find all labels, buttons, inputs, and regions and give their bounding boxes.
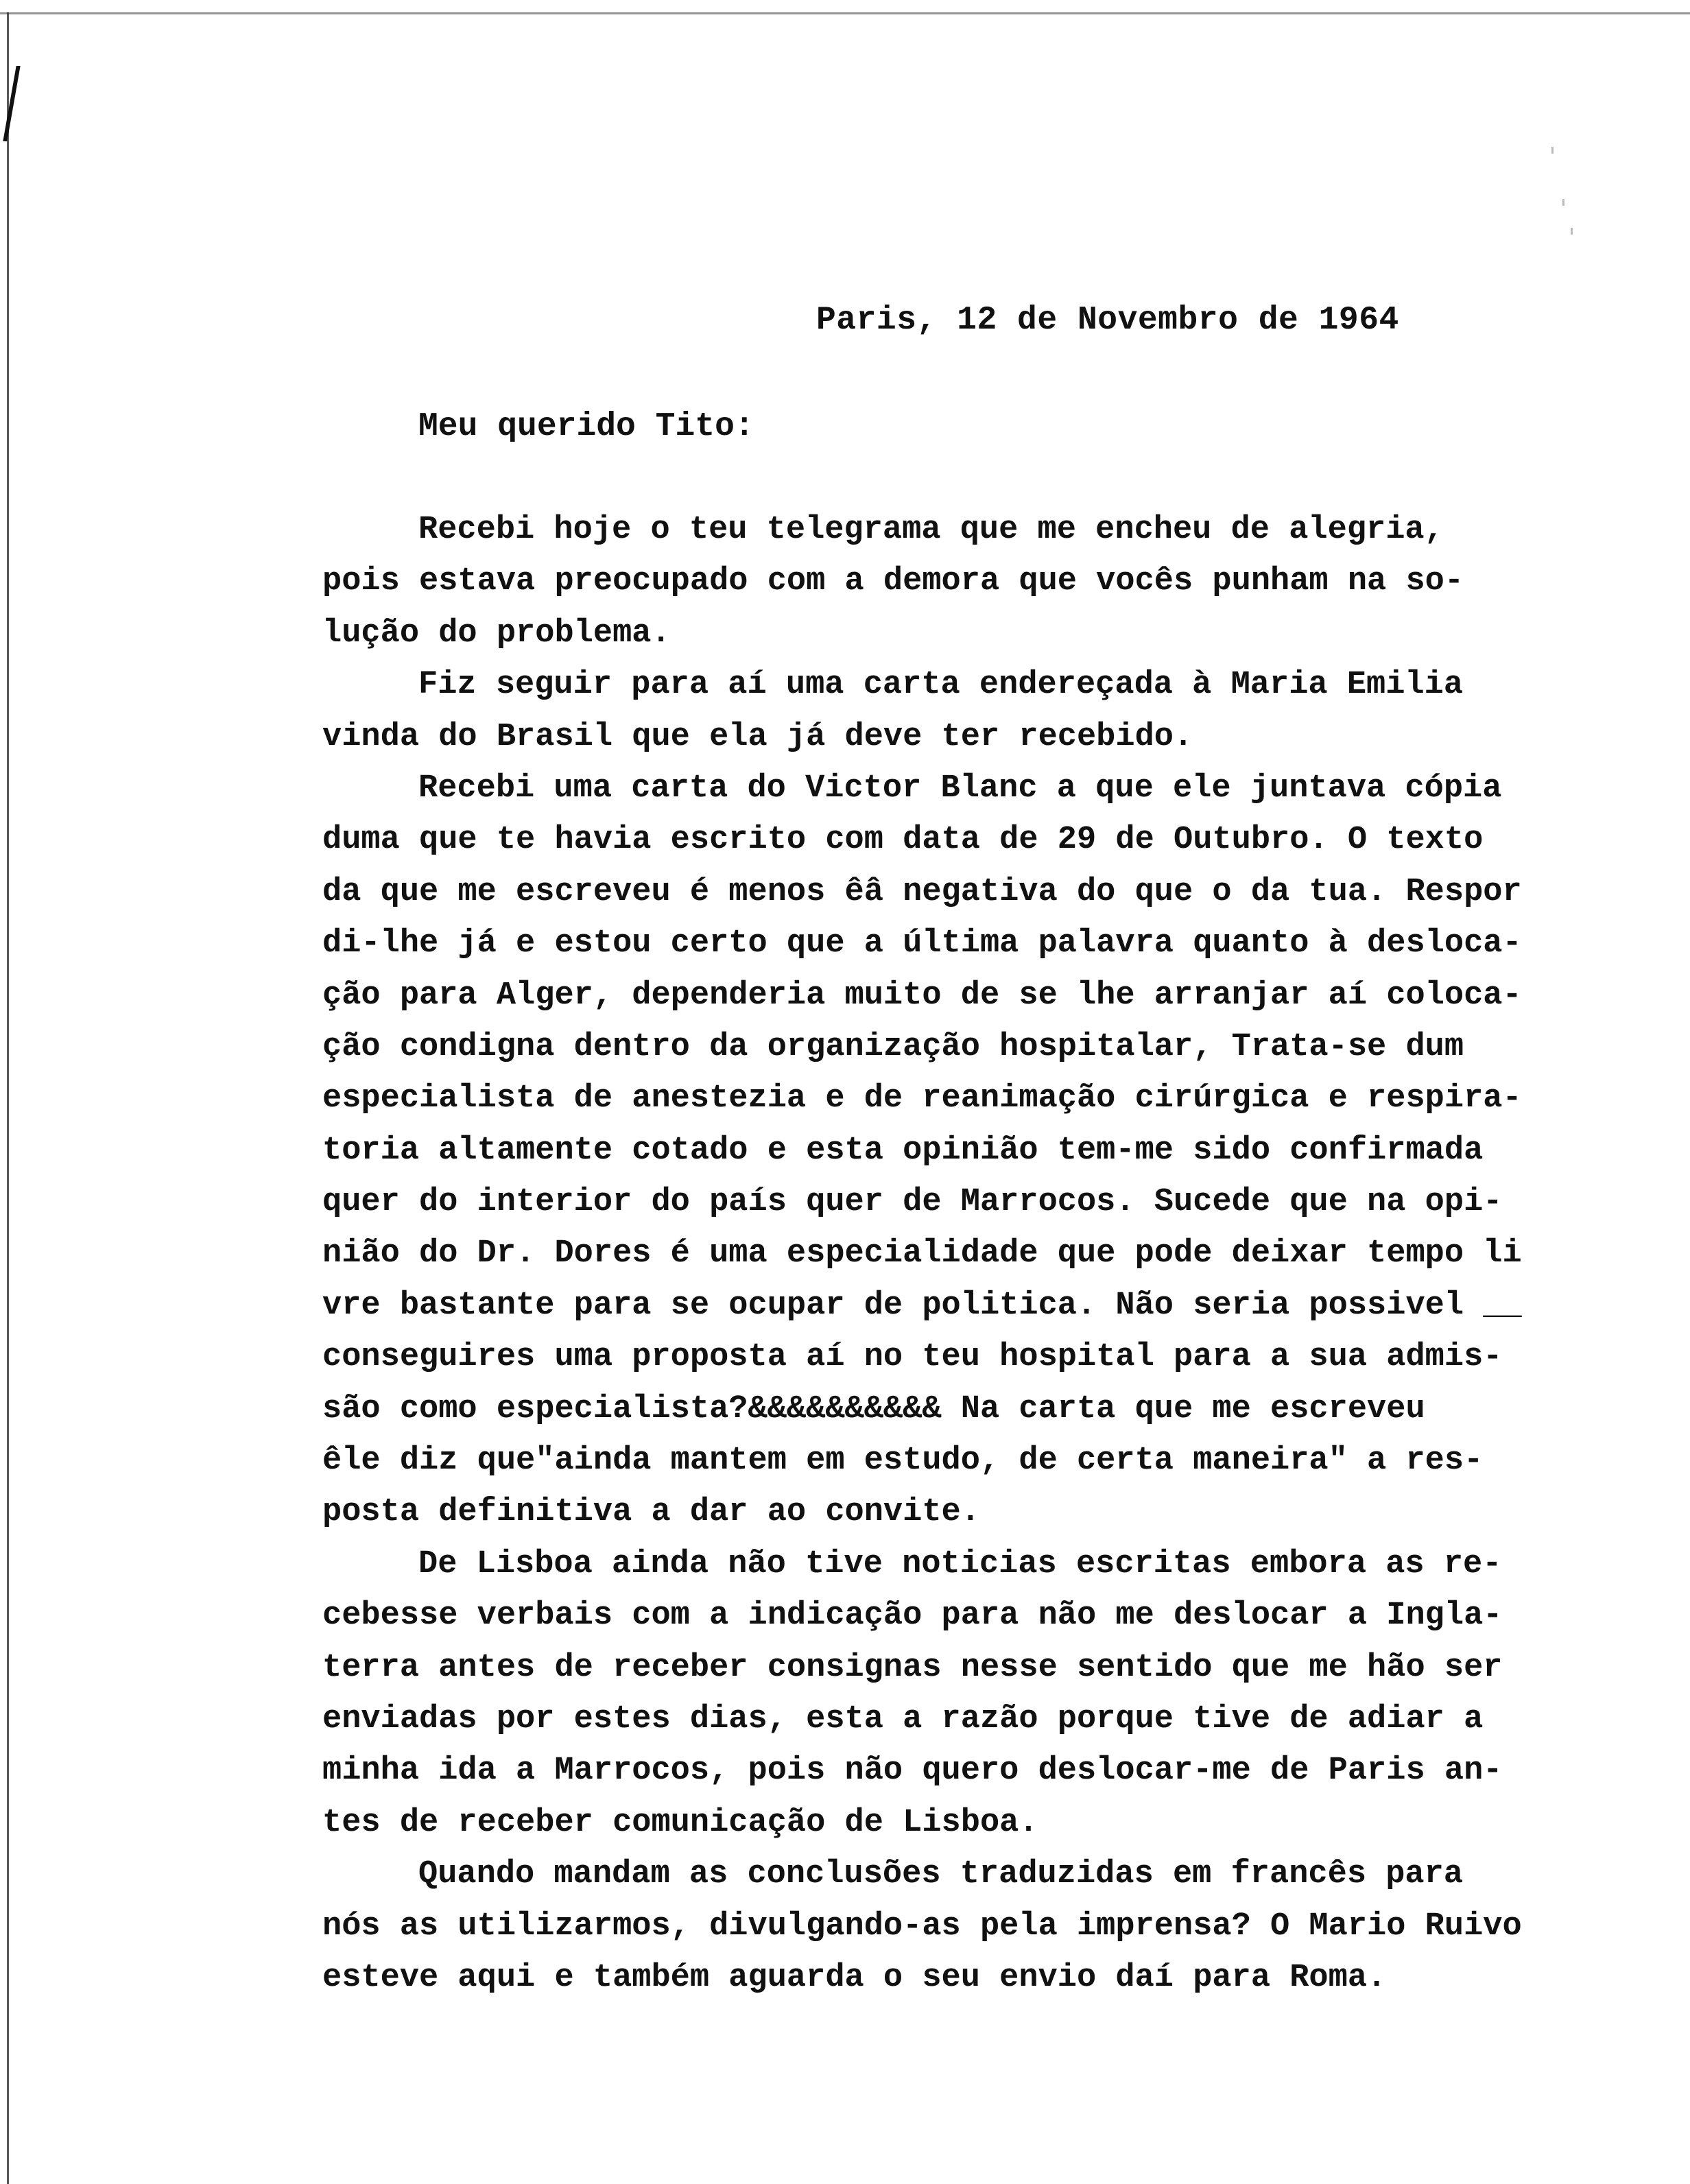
letter-line: di-lhe já e estou certo que a última palavra quanto à desloca- [322, 925, 1522, 962]
letter-line: ção para Alger, dependeria muito de se lhe arranjar aí coloca- [322, 977, 1522, 1014]
scan-edge-top [0, 12, 1690, 14]
letter-line: terra antes de receber consignas nesse sentido que me hão ser [322, 1649, 1503, 1686]
letter-line: Recebi uma carta do Victor Blanc a que ele juntava cópia [418, 770, 1502, 807]
scan-speck [1551, 147, 1554, 154]
letter-line: conseguires uma proposta aí no teu hospital para a sua admis- [322, 1339, 1503, 1376]
scan-edge-left [7, 12, 9, 2184]
letter-line: duma que te havia escrito com data de 29 de Outubro. O texto [322, 822, 1484, 859]
letter-line: tes de receber comunicação de Lisboa. [322, 1804, 1038, 1841]
letter-line: são como especialista?&&&&&&&&&& Na carta que me escreveu [322, 1390, 1425, 1427]
letter-line: pois estava preocupado com a demora que vocês punham na so- [322, 563, 1464, 600]
letter-line: especialista de anestezia e de reanimação cirúrgica e respira- [322, 1080, 1522, 1117]
letter-line: minha ida a Marrocos, pois não quero deslocar-me de Paris an- [322, 1753, 1503, 1790]
letter-line: lução do problema. [322, 615, 671, 652]
letter-line: ção condigna dentro da organização hospitalar, Trata-se dum [322, 1028, 1464, 1065]
scan-mark [3, 66, 20, 141]
letter-line: quer do interior do país quer de Marrocos. Sucede que na opi- [322, 1184, 1503, 1221]
letter-line: toria altamente cotado e esta opinião tem-me sido confirmada [322, 1132, 1484, 1169]
letter-line: cebesse verbais com a indicação para não me deslocar a Ingla- [322, 1598, 1503, 1635]
letter-line: Fiz seguir para aí uma carta endereçada à Maria Emilia [418, 667, 1464, 704]
letter-line: êle diz que"ainda mantem em estudo, de certa maneira" a res- [322, 1443, 1484, 1480]
letter-line: da que me escreveu é menos êâ negativa do que o da tua. Respor [322, 873, 1522, 910]
letter-dateline: Paris, 12 de Novembro de 1964 [816, 302, 1399, 339]
letter-line: enviadas por estes dias, esta a razão porque tive de adiar a [322, 1700, 1484, 1737]
letter-line: Recebi hoje o teu telegrama que me encheu de alegria, [418, 512, 1444, 548]
letter-line: De Lisboa ainda não tive noticias escritas embora as re- [418, 1545, 1502, 1582]
letter-body [322, 504, 1626, 2004]
letter-salutation: Meu querido Tito: [418, 408, 754, 445]
letter-line: Quando mandam as conclusões traduzidas em francês para [418, 1856, 1464, 1893]
letter-line: nós as utilizarmos, divulgando-as pela imprensa? O Mario Ruivo [322, 1908, 1522, 1945]
scan-speck [1571, 228, 1573, 235]
letter-line: esteve aqui e também aguarda o seu envio daí para Roma. [322, 1959, 1387, 1996]
letter-line: nião do Dr. Dores é uma especialidade que pode deixar tempo li [322, 1235, 1522, 1272]
scan-speck [1562, 199, 1564, 206]
letter-line: posta definitiva a dar ao convite. [322, 1494, 980, 1531]
letter-line: vinda do Brasil que ela já deve ter recebido. [322, 718, 1193, 755]
letter-line: vre bastante para se ocupar de politica. Não seria possivel __ [322, 1287, 1522, 1324]
